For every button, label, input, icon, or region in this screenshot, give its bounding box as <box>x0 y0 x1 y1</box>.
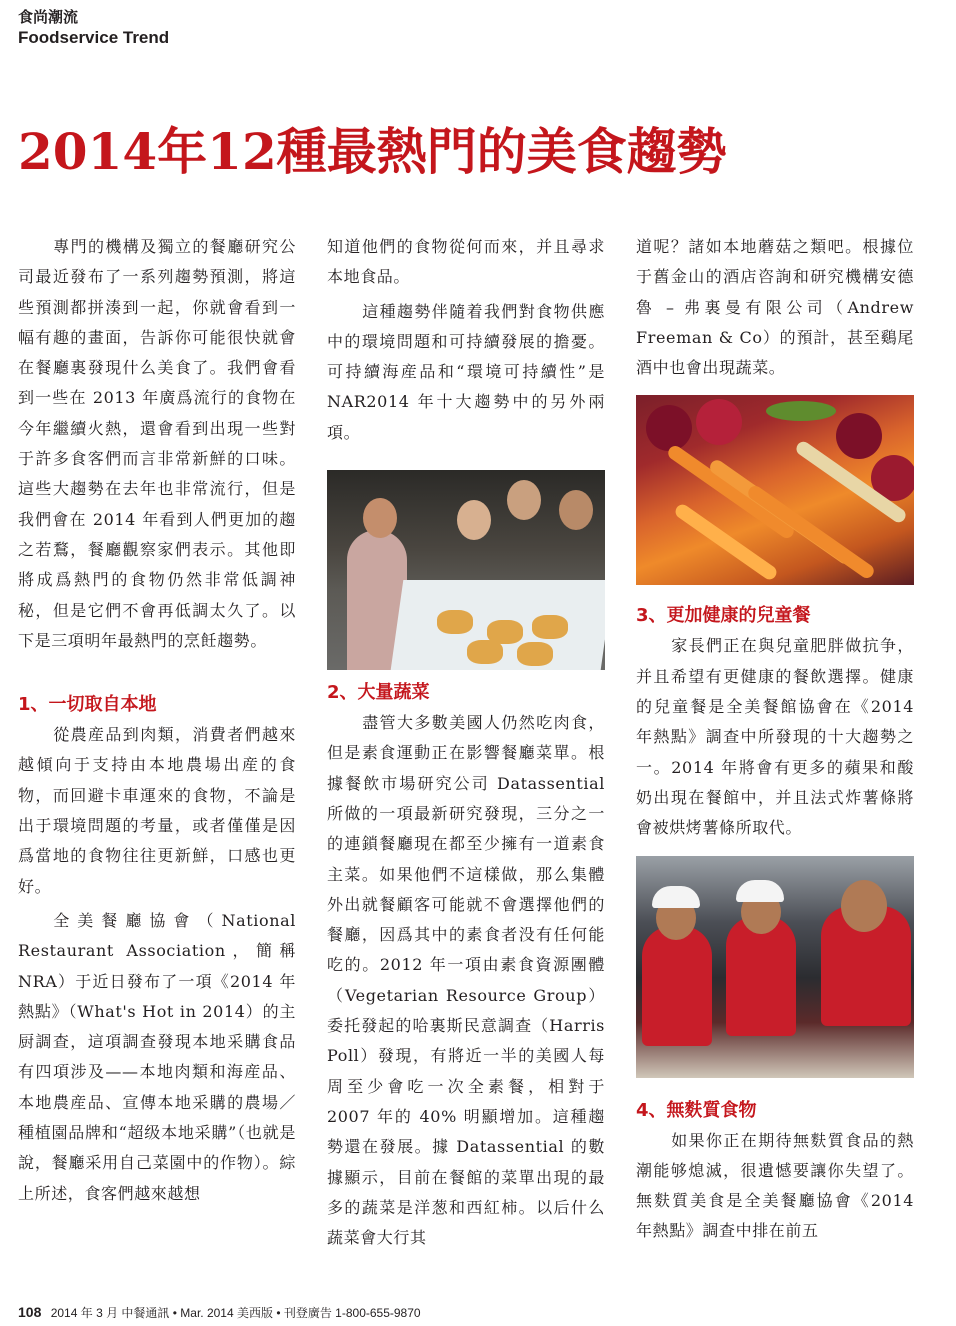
sustainability-paragraph: 這種趨勢伴隨着我們對食物供應中的環境問題和可持續發展的擔憂。可持續海産品和“環境可持續性”是 NAR2014 年十大趨勢中的另外兩項。 <box>327 301 605 442</box>
footer-text: 2014 年 3 月 中餐通訊 • Mar. 2014 美西版 • 刊登廣告 1-800-655-9870 <box>50 1306 421 1320</box>
column-2 <box>327 232 605 1253</box>
subheading-local: 1、一切取自本地 <box>18 694 157 716</box>
kids-meals-paragraph: 家長們正在與兒童肥胖做抗争，并且希望有更健康的餐飲選擇。健康的兒童餐是全美餐館協會在《2014 年熱點》調查中所發現的十大趨勢之一。2014 年將會有更多的蘋果和酸奶出現在餐館中，并且法式炸薯條將會被烘烤薯條所取代。 <box>636 636 914 838</box>
gluten-free-paragraph: 如果你正在期待無麩質食品的熱潮能够熄滅，很遺憾要讓你失望了。無麩質美食是全美餐廳協會《2014 年熱點》調查中排在前五 <box>636 1130 914 1241</box>
intro-paragraph: 專門的機構及獨立的餐廳研究公司最近發布了一系列趨勢預測，將這些預測都拼湊到一起，你就會看到一幅有趣的畫面，告訴你可能很快就會在餐廳裏發現什么美食了。我們會看到一些在 2013 年廣爲流行的食物在今年繼續火熱，還會看到出現一些對于許多食客們而言非常新鮮的口味。這些大趨勢在去年也非常流行，但是我們會在 2014 年看到人們更加的趨之若鶩，餐廳觀察家們表示。其他即將成爲熱門的食物仍然非常低調神秘，但是它們不會再低調太久了。以下是三項明年最熱門的烹飪趨勢。 <box>18 237 296 650</box>
local-paragraph-3: 知道他們的食物從何而來，并且尋求本地食品。 <box>327 237 605 287</box>
page-number: 108 <box>18 1304 42 1320</box>
column-3 <box>636 232 914 1247</box>
subheading-gluten-free: 4、無麩質食物 <box>636 1099 757 1121</box>
photo-children-eating <box>636 856 914 1078</box>
photo-carrots-radishes <box>636 395 914 585</box>
subheading-kids-meals: 3、更加健康的兒童餐 <box>636 605 811 627</box>
page-footer <box>18 1304 421 1321</box>
vegetables-paragraph: 盡管大多數美國人仍然吃肉食，但是素食運動正在影響餐廳菜單。根據餐飲市場研究公司 Datassential 所做的一項最新研究發現，三分之一的連鎖餐廳現在都至少擁有一道素食主菜。如果他們不這樣做，那么集體外出就餐顧客可能就不會選擇他們的餐廳，因爲其中的素食者没有任何能吃的。2012 年一項由素食資源團體（Vegetarian Resource Group）委托發起的哈裏斯民意調查（Harris Poll）發現，有將近一半的美國人每周至少會吃一次全素餐，相對于 2007 年的 40% 明顯增加。這種趨勢還在發展。據 Datassential 的數據顯示，目前在餐館的菜單出現的最多的蔬菜是洋葱和西紅柿。以后什么蔬菜會大行其 <box>327 713 605 1248</box>
subheading-vegetables: 2、大量蔬菜 <box>327 682 430 704</box>
local-paragraph-2: 全美餐廳協會（National Restaurant Association，簡稱 NRA）于近日發布了一項《2014 年熱點》（What's Hot in 2014）的主厨調查，這項調查發現本地采購食品有四項涉及——本地肉類和海産品、本地農産品、宣傳本地采購的農場／種植園品牌和“超级本地采購”（也就是說，餐廳采用自己菜園中的作物）。綜上所述，食客們越來越想 <box>18 910 296 1203</box>
local-paragraph-1: 從農産品到肉類，消費者們越來越傾向于支持由本地農場出産的食物，而回避卡車運來的食物，不論是出于環境問題的考量，或者僅僅是因爲當地的食物往往更新鮮，口感也更好。 <box>18 725 296 896</box>
vegetables-paragraph-cont: 道呢？諸如本地蘑菇之類吧。根據位于舊金山的酒店咨詢和研究機構安德魯 – 弗裏曼有限公司（Andrew Freeman & Co）的預計，甚至鷄尾酒中也會出現蔬菜。 <box>636 237 914 378</box>
section-label-english: Foodservice Trend <box>18 28 170 47</box>
section-label-chinese: 食尚潮流 <box>18 8 79 26</box>
column-1 <box>18 232 296 1209</box>
article-headline: 2014年12種最熱門的美食趨勢 <box>18 122 727 181</box>
photo-market-crowd <box>327 470 605 670</box>
